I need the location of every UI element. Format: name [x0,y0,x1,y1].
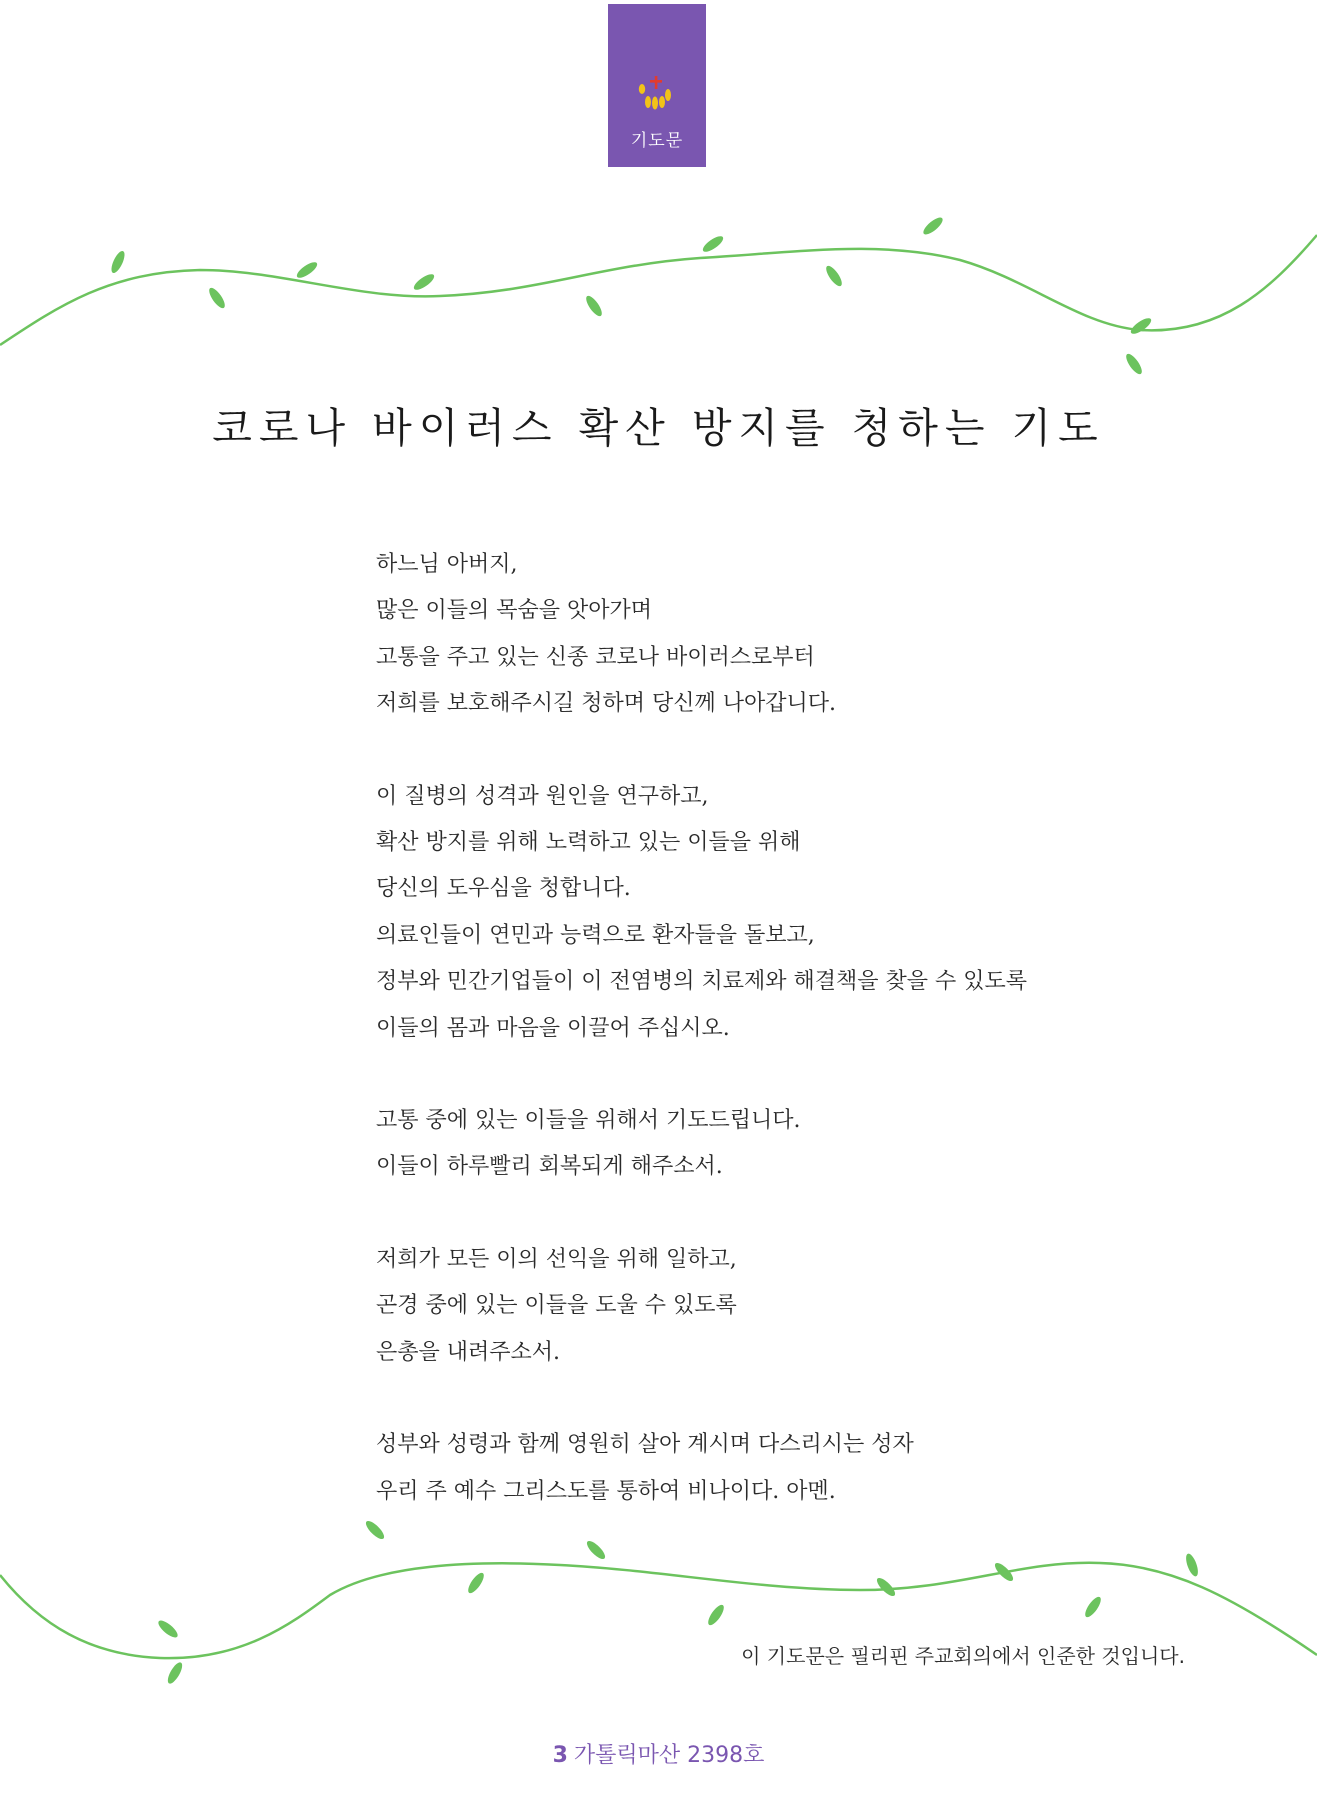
publication-name: 가톨릭마산 2398호 [573,1743,765,1768]
prayer-stanza [376,542,1176,728]
prayer-stanza [376,1098,1176,1191]
prayer-line: 당신의 도우심을 청합니다. [376,876,631,902]
prayer-line: 저희를 보호해주시길 청하며 당신께 나아갑니다. [376,691,837,717]
page-number: 3 [552,1743,568,1768]
prayer-line: 하느님 아버지, [376,552,518,577]
prayer-line: 이들의 몸과 마음을 이끌어 주십시오. [376,1015,730,1041]
prayer-line: 많은 이들의 목숨을 앗아가며 [376,598,653,624]
prayer-line: 저희가 모든 이의 선익을 위해 일하고, [376,1246,737,1272]
prayer-line: 정부와 민간기업들이 이 전염병의 치료제와 해결책을 찾을 수 있도록 [376,969,1028,995]
prayer-stanza [376,774,1176,1052]
prayer-line: 의료인들이 연민과 능력으로 환자들을 돌보고, [376,922,815,948]
prayer-line: 우리 주 예수 그리스도를 통하여 비나이다. 아멘. [376,1478,836,1504]
prayer-line: 은총을 내려주소서. [376,1339,561,1365]
page-title: 코로나 바이러스 확산 방지를 청하는 기도 [212,404,1105,452]
prayer-line: 고통을 주고 있는 신종 코로나 바이러스로부터 [376,644,815,670]
prayer-line: 성부와 성령과 함께 영원히 살아 계시며 다스리시는 성자 [376,1432,914,1458]
prayer-line: 이들이 하루빨리 회복되게 해주소서. [376,1154,723,1180]
prayer-stanza [376,1422,1176,1515]
prayer-body [376,542,1176,1561]
prayer-line: 이 질병의 성격과 원인을 연구하고, [376,783,709,809]
category-badge [608,4,706,167]
approval-note: 이 기도문은 필리핀 주교회의에서 인준한 것입니다. [741,1644,1185,1668]
prayer-line: 확산 방지를 위해 노력하고 있는 이들을 위해 [376,830,801,856]
prayer-line: 곤경 중에 있는 이들을 도울 수 있도록 [376,1293,737,1319]
page-footer [0,1738,1317,1769]
badge-label: 기도문 [630,131,684,151]
vine-decoration-top [0,210,1317,385]
prayer-stanza [376,1237,1176,1376]
prayer-line: 고통 중에 있는 이들을 위해서 기도드립니다. [376,1108,801,1134]
candles-cross-icon [635,76,679,114]
